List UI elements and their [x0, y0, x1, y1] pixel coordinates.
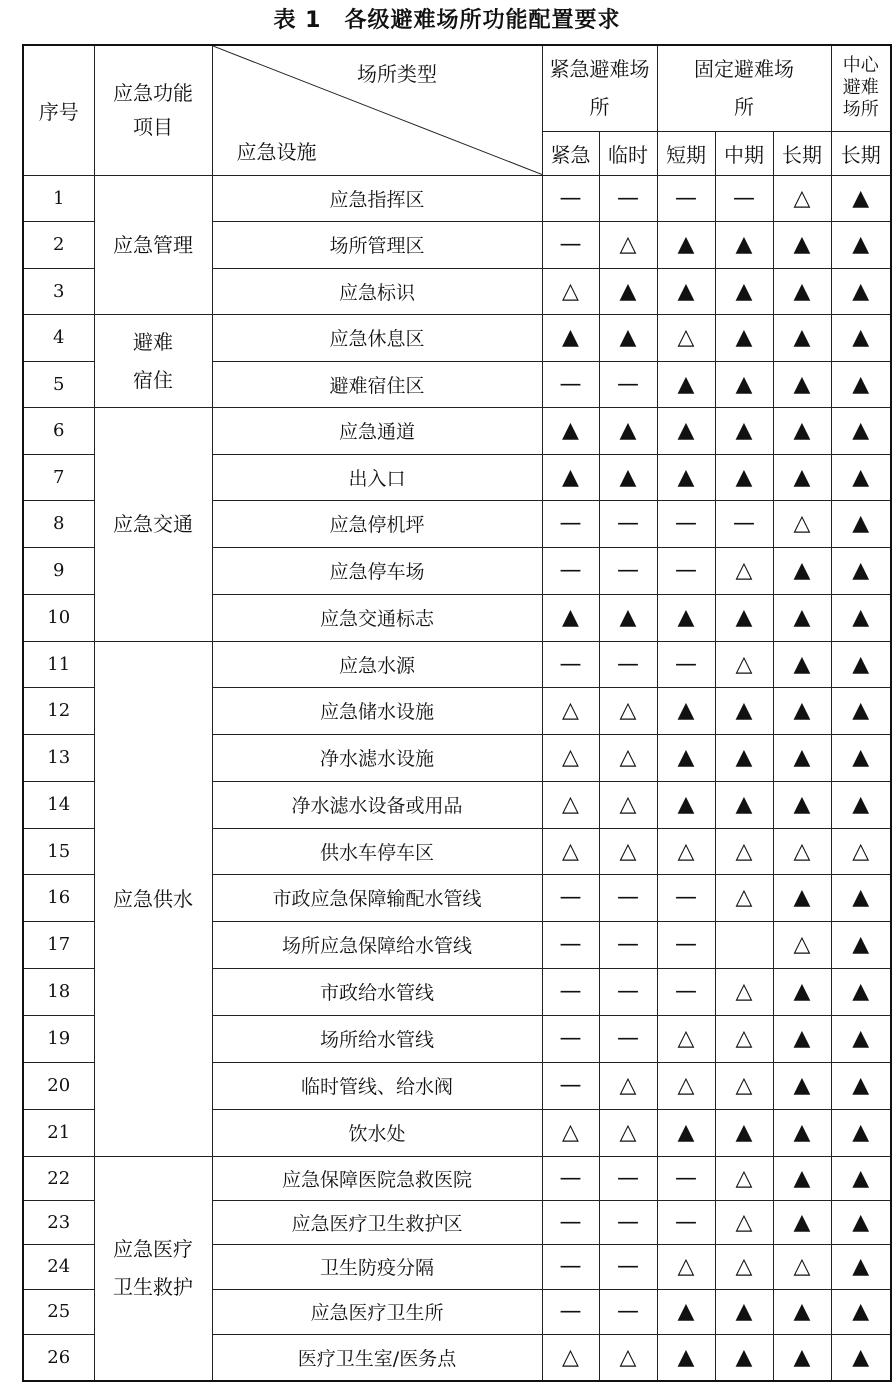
row-number: 10 — [23, 594, 94, 641]
requirement-mark: ▲ — [773, 1015, 831, 1062]
requirement-mark: — — [657, 968, 715, 1015]
requirement-mark: ▲ — [657, 594, 715, 641]
row-number: 5 — [23, 361, 94, 407]
requirement-mark: — — [599, 175, 657, 221]
facility-name: 市政给水管线 — [212, 968, 542, 1015]
row-number: 26 — [23, 1334, 94, 1381]
requirement-mark: △ — [715, 1156, 773, 1200]
requirement-mark: — — [542, 1062, 599, 1109]
facility-name: 应急休息区 — [212, 314, 542, 361]
requirement-mark: — — [715, 175, 773, 221]
requirement-mark: ▲ — [773, 1289, 831, 1334]
requirement-mark: △ — [599, 1109, 657, 1156]
requirement-mark: ▲ — [599, 314, 657, 361]
requirement-mark: — — [657, 1156, 715, 1200]
requirement-mark: ▲ — [715, 734, 773, 781]
group-label: 应急供水 — [94, 641, 212, 1156]
requirement-mark: — — [657, 547, 715, 594]
requirement-mark: ▲ — [831, 547, 891, 594]
row-number: 12 — [23, 687, 94, 734]
requirement-mark: △ — [831, 828, 891, 874]
facility-name: 应急医疗卫生所 — [212, 1289, 542, 1334]
requirement-mark: ▲ — [831, 734, 891, 781]
requirement-mark: ▲ — [773, 407, 831, 454]
requirement-mark: ▲ — [657, 1109, 715, 1156]
requirement-mark: ▲ — [599, 407, 657, 454]
facility-name: 应急停车场 — [212, 547, 542, 594]
requirement-mark: ▲ — [715, 1109, 773, 1156]
requirement-mark: ▲ — [831, 221, 891, 268]
requirement-mark: — — [542, 1289, 599, 1334]
requirement-mark: ▲ — [773, 968, 831, 1015]
row-number: 22 — [23, 1156, 94, 1200]
requirement-mark: △ — [715, 1200, 773, 1244]
requirement-mark: — — [599, 1200, 657, 1244]
facility-name: 净水滤水设施 — [212, 734, 542, 781]
requirement-mark: ▲ — [773, 1062, 831, 1109]
requirement-mark: ▲ — [657, 1289, 715, 1334]
requirement-mark: ▲ — [831, 407, 891, 454]
requirement-mark: ▲ — [657, 781, 715, 828]
facility-name: 应急标识 — [212, 268, 542, 314]
facility-name: 市政应急保障输配水管线 — [212, 874, 542, 921]
requirement-mark: — — [599, 1244, 657, 1289]
requirement-mark: ▲ — [542, 594, 599, 641]
row-number: 13 — [23, 734, 94, 781]
requirement-mark: ▲ — [657, 268, 715, 314]
facility-name: 场所给水管线 — [212, 1015, 542, 1062]
requirement-mark: — — [599, 547, 657, 594]
requirement-mark: ▲ — [657, 734, 715, 781]
facility-name: 出入口 — [212, 454, 542, 500]
requirement-mark: ▲ — [542, 314, 599, 361]
requirement-mark: ▲ — [831, 1334, 891, 1381]
requirement-mark: ▲ — [715, 1334, 773, 1381]
row-number: 14 — [23, 781, 94, 828]
requirement-mark: △ — [542, 1109, 599, 1156]
requirement-mark: △ — [542, 687, 599, 734]
requirement-mark: △ — [657, 314, 715, 361]
facility-name: 避难宿住区 — [212, 361, 542, 407]
facility-name: 医疗卫生室/医务点 — [212, 1334, 542, 1381]
requirement-mark: △ — [599, 221, 657, 268]
row-number: 24 — [23, 1244, 94, 1289]
requirement-mark: △ — [773, 921, 831, 968]
row-number: 7 — [23, 454, 94, 500]
group-label: 应急医疗卫生救护 — [94, 1156, 212, 1381]
requirement-mark: △ — [599, 1334, 657, 1381]
requirement-mark: △ — [542, 268, 599, 314]
requirement-mark: △ — [542, 734, 599, 781]
header-no: 序号 — [23, 45, 94, 175]
requirement-mark: — — [542, 1156, 599, 1200]
requirement-mark: ▲ — [715, 361, 773, 407]
requirement-mark: ▲ — [831, 500, 891, 547]
requirement-mark: ▲ — [715, 1289, 773, 1334]
header-diagonal-cell — [212, 45, 542, 175]
requirement-mark: — — [542, 874, 599, 921]
requirement-mark: ▲ — [831, 175, 891, 221]
requirement-mark: △ — [657, 1244, 715, 1289]
requirement-mark: △ — [542, 828, 599, 874]
requirement-mark: ▲ — [599, 594, 657, 641]
row-number: 2 — [23, 221, 94, 268]
requirement-mark: △ — [715, 828, 773, 874]
row-number: 17 — [23, 921, 94, 968]
table-body — [23, 175, 891, 1381]
requirement-mark: ▲ — [831, 1015, 891, 1062]
requirement-mark: — — [599, 641, 657, 687]
requirement-mark: ▲ — [657, 454, 715, 500]
requirement-mark: ▲ — [773, 221, 831, 268]
requirement-mark: — — [542, 921, 599, 968]
requirement-mark: — — [599, 1156, 657, 1200]
requirement-mark: ▲ — [831, 1289, 891, 1334]
requirement-mark: ▲ — [715, 314, 773, 361]
facility-name: 应急交通标志 — [212, 594, 542, 641]
table-row — [23, 175, 891, 221]
requirement-mark: — — [542, 1015, 599, 1062]
requirement-mark: ▲ — [773, 454, 831, 500]
requirement-mark: ▲ — [831, 968, 891, 1015]
table-title: 表 1 各级避难场所功能配置要求 — [273, 8, 621, 33]
requirement-mark: ▲ — [831, 1156, 891, 1200]
requirement-mark: ▲ — [657, 221, 715, 268]
requirement-mark: ▲ — [831, 1109, 891, 1156]
requirement-mark: — — [542, 547, 599, 594]
row-number: 21 — [23, 1109, 94, 1156]
requirement-mark: ▲ — [773, 641, 831, 687]
requirement-mark: — — [599, 1289, 657, 1334]
requirement-mark: ▲ — [773, 1200, 831, 1244]
requirement-mark: ▲ — [831, 641, 891, 687]
requirement-mark: ▲ — [773, 547, 831, 594]
group-label: 应急管理 — [94, 175, 212, 314]
row-number: 1 — [23, 175, 94, 221]
requirement-mark: ▲ — [657, 687, 715, 734]
row-number: 16 — [23, 874, 94, 921]
table-row — [23, 641, 891, 687]
requirement-mark: ▲ — [542, 454, 599, 500]
header-emergency-site: 紧急避难场所 — [542, 45, 657, 131]
requirement-mark: △ — [657, 1062, 715, 1109]
requirement-mark: △ — [773, 828, 831, 874]
requirement-mark: ▲ — [599, 454, 657, 500]
sub-emergency: 紧急 — [542, 131, 599, 175]
requirement-mark: △ — [657, 828, 715, 874]
requirement-mark: — — [657, 175, 715, 221]
facility-name: 场所应急保障给水管线 — [212, 921, 542, 968]
requirement-mark: ▲ — [831, 361, 891, 407]
requirement-mark: — — [657, 874, 715, 921]
requirement-mark: ▲ — [715, 687, 773, 734]
requirement-mark: — — [599, 361, 657, 407]
facility-name: 应急保障医院急救医院 — [212, 1156, 542, 1200]
requirement-mark: △ — [715, 1015, 773, 1062]
requirement-mark: ▲ — [831, 781, 891, 828]
header-fixed-site: 固定避难场所 — [657, 45, 831, 131]
requirement-mark: — — [542, 1200, 599, 1244]
requirement-mark: ▲ — [831, 1244, 891, 1289]
sub-temporary: 临时 — [599, 131, 657, 175]
requirement-mark: △ — [715, 874, 773, 921]
requirement-mark: △ — [542, 781, 599, 828]
row-number: 15 — [23, 828, 94, 874]
requirement-mark: △ — [715, 641, 773, 687]
facility-name: 场所管理区 — [212, 221, 542, 268]
requirement-mark — [715, 921, 773, 968]
requirement-mark: ▲ — [831, 687, 891, 734]
sub-short: 短期 — [657, 131, 715, 175]
requirement-mark: — — [599, 1015, 657, 1062]
requirement-mark: — — [599, 921, 657, 968]
row-number: 9 — [23, 547, 94, 594]
requirement-mark: ▲ — [715, 407, 773, 454]
facility-name: 临时管线、给水阀 — [212, 1062, 542, 1109]
requirement-mark: △ — [715, 1062, 773, 1109]
header-facility: 应急设施 — [236, 139, 317, 164]
facility-name: 应急通道 — [212, 407, 542, 454]
requirement-mark: △ — [715, 968, 773, 1015]
requirement-mark: ▲ — [657, 407, 715, 454]
sub-medium: 中期 — [715, 131, 773, 175]
sub-center-long: 长期 — [831, 131, 891, 175]
requirement-mark: — — [542, 221, 599, 268]
row-number: 6 — [23, 407, 94, 454]
requirement-mark: △ — [773, 175, 831, 221]
requirement-mark: — — [599, 968, 657, 1015]
row-number: 3 — [23, 268, 94, 314]
requirement-mark: ▲ — [773, 1334, 831, 1381]
row-number: 19 — [23, 1015, 94, 1062]
requirement-mark: △ — [599, 734, 657, 781]
requirement-mark: ▲ — [831, 268, 891, 314]
requirement-mark: △ — [599, 1062, 657, 1109]
requirement-mark: △ — [715, 1244, 773, 1289]
requirement-mark: △ — [599, 828, 657, 874]
requirement-mark: — — [599, 500, 657, 547]
requirement-mark: ▲ — [715, 781, 773, 828]
facility-name: 净水滤水设备或用品 — [212, 781, 542, 828]
facility-name: 应急水源 — [212, 641, 542, 687]
requirement-mark: ▲ — [773, 687, 831, 734]
requirement-mark: — — [542, 175, 599, 221]
requirement-mark: — — [542, 1244, 599, 1289]
group-label: 避难宿住 — [94, 314, 212, 407]
requirement-mark: — — [542, 641, 599, 687]
requirement-mark: △ — [542, 1334, 599, 1381]
requirement-mark: — — [715, 500, 773, 547]
requirement-mark: ▲ — [715, 594, 773, 641]
requirement-mark: △ — [657, 1015, 715, 1062]
requirement-mark: — — [657, 921, 715, 968]
row-number: 23 — [23, 1200, 94, 1244]
requirement-mark: ▲ — [831, 454, 891, 500]
header-center-site: 中心避难场所 — [831, 45, 891, 131]
requirement-mark: — — [657, 1200, 715, 1244]
requirement-mark: ▲ — [831, 594, 891, 641]
requirement-mark: ▲ — [657, 361, 715, 407]
requirement-mark: — — [657, 641, 715, 687]
row-number: 4 — [23, 314, 94, 361]
requirement-mark: ▲ — [831, 1062, 891, 1109]
requirement-mark: △ — [599, 687, 657, 734]
requirement-mark: ▲ — [715, 268, 773, 314]
requirement-mark: ▲ — [831, 314, 891, 361]
requirement-mark: ▲ — [773, 781, 831, 828]
row-number: 25 — [23, 1289, 94, 1334]
requirement-mark: △ — [773, 1244, 831, 1289]
requirement-mark: ▲ — [831, 921, 891, 968]
requirement-mark: ▲ — [773, 314, 831, 361]
facility-config-table — [22, 44, 892, 1382]
row-number: 18 — [23, 968, 94, 1015]
requirement-mark: ▲ — [715, 454, 773, 500]
requirement-mark: ▲ — [542, 407, 599, 454]
facility-name: 应急指挥区 — [212, 175, 542, 221]
requirement-mark: ▲ — [773, 594, 831, 641]
table-row — [23, 314, 891, 361]
row-number: 8 — [23, 500, 94, 547]
header-site-type: 场所类型 — [357, 62, 437, 86]
requirement-mark: ▲ — [599, 268, 657, 314]
requirement-mark: △ — [599, 781, 657, 828]
facility-name: 应急储水设施 — [212, 687, 542, 734]
facility-name: 应急医疗卫生救护区 — [212, 1200, 542, 1244]
sub-long: 长期 — [773, 131, 831, 175]
requirement-mark: ▲ — [715, 221, 773, 268]
requirement-mark: △ — [773, 500, 831, 547]
requirement-mark: ▲ — [773, 734, 831, 781]
requirement-mark: ▲ — [773, 1109, 831, 1156]
facility-name: 饮水处 — [212, 1109, 542, 1156]
table-row — [23, 407, 891, 454]
requirement-mark: ▲ — [657, 1334, 715, 1381]
requirement-mark: ▲ — [831, 874, 891, 921]
requirement-mark: ▲ — [773, 874, 831, 921]
requirement-mark: ▲ — [773, 361, 831, 407]
facility-name: 应急停机坪 — [212, 500, 542, 547]
table-row — [23, 1156, 891, 1200]
requirement-mark: — — [542, 361, 599, 407]
requirement-mark: △ — [715, 547, 773, 594]
group-label: 应急交通 — [94, 407, 212, 641]
row-number: 11 — [23, 641, 94, 687]
facility-name: 供水车停车区 — [212, 828, 542, 874]
requirement-mark: ▲ — [773, 268, 831, 314]
requirement-mark: — — [599, 874, 657, 921]
requirement-mark: ▲ — [773, 1156, 831, 1200]
row-number: 20 — [23, 1062, 94, 1109]
requirement-mark: — — [542, 500, 599, 547]
requirement-mark: ▲ — [831, 1200, 891, 1244]
requirement-mark: — — [542, 968, 599, 1015]
facility-name: 卫生防疫分隔 — [212, 1244, 542, 1289]
header-function-item: 应急功能项目 — [94, 45, 212, 175]
requirement-mark: — — [657, 500, 715, 547]
